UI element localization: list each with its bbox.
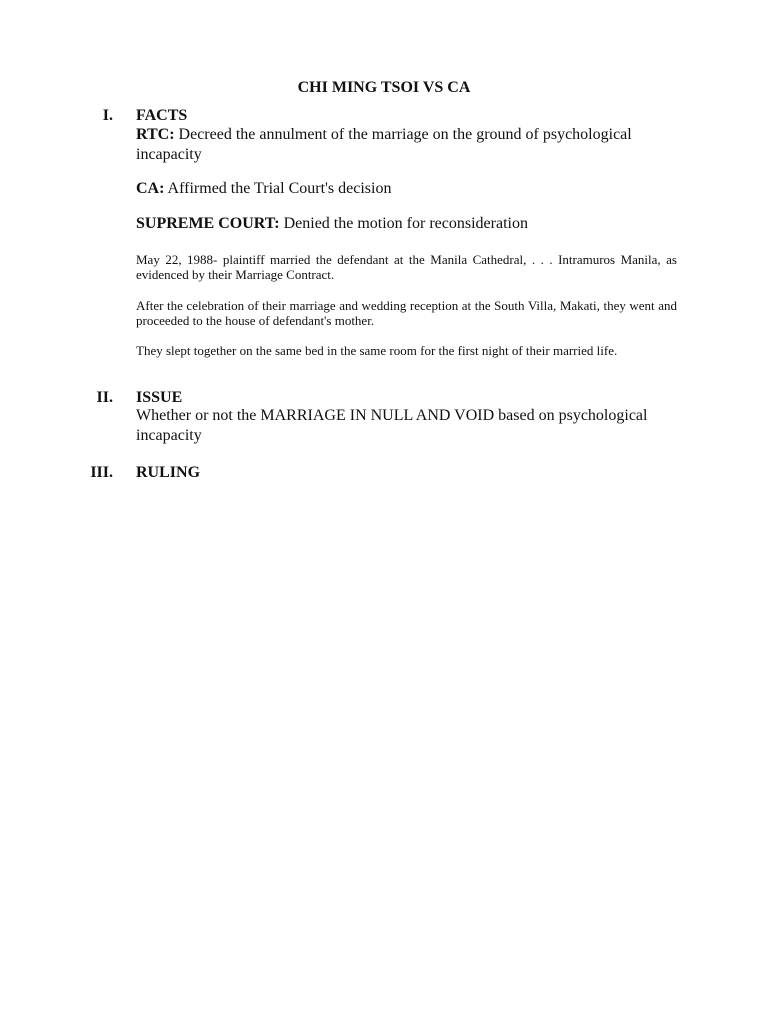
facts-ca-paragraph <box>136 179 676 199</box>
supreme-court-text: Denied the motion for reconsideration <box>279 215 528 232</box>
facts-detail-marriage-date: May 22, 1988- plaintiff married the defendant at the Manila Cathedral, . . . Intramuros Manila, as evidenced by their Marriage Contract. <box>136 252 677 282</box>
ca-text: Affirmed the Trial Court's decision <box>164 180 392 197</box>
facts-detail-first-night: They slept together on the same bed in the same room for the first night of their married life. <box>136 343 618 358</box>
section-heading-facts: FACTS <box>136 107 188 124</box>
supreme-court-label: SUPREME COURT: <box>136 215 280 232</box>
rtc-label: RTC: <box>136 126 175 143</box>
ca-label: CA: <box>136 180 165 197</box>
section-numeral-ruling: III. <box>90 464 113 481</box>
section-heading-issue: ISSUE <box>136 389 183 406</box>
facts-rtc-paragraph <box>136 125 676 165</box>
document-title: CHI MING TSOI VS CA <box>297 79 471 96</box>
rtc-text: Decreed the annulment of the marriage on the ground of psychological incapacity <box>136 126 632 163</box>
section-numeral-issue: II. <box>96 389 113 406</box>
issue-paragraph: Whether or not the MARRIAGE IN NULL AND VOID based on psychological incapacity <box>136 407 648 444</box>
section-numeral-facts: I. <box>102 107 113 124</box>
facts-supreme-court-paragraph <box>136 214 676 234</box>
facts-detail-reception: After the celebration of their marriage and wedding reception at the South Villa, Makati, they went and proceeded to the house of defendant's mother. <box>136 298 677 328</box>
section-heading-ruling: RULING <box>136 464 201 481</box>
